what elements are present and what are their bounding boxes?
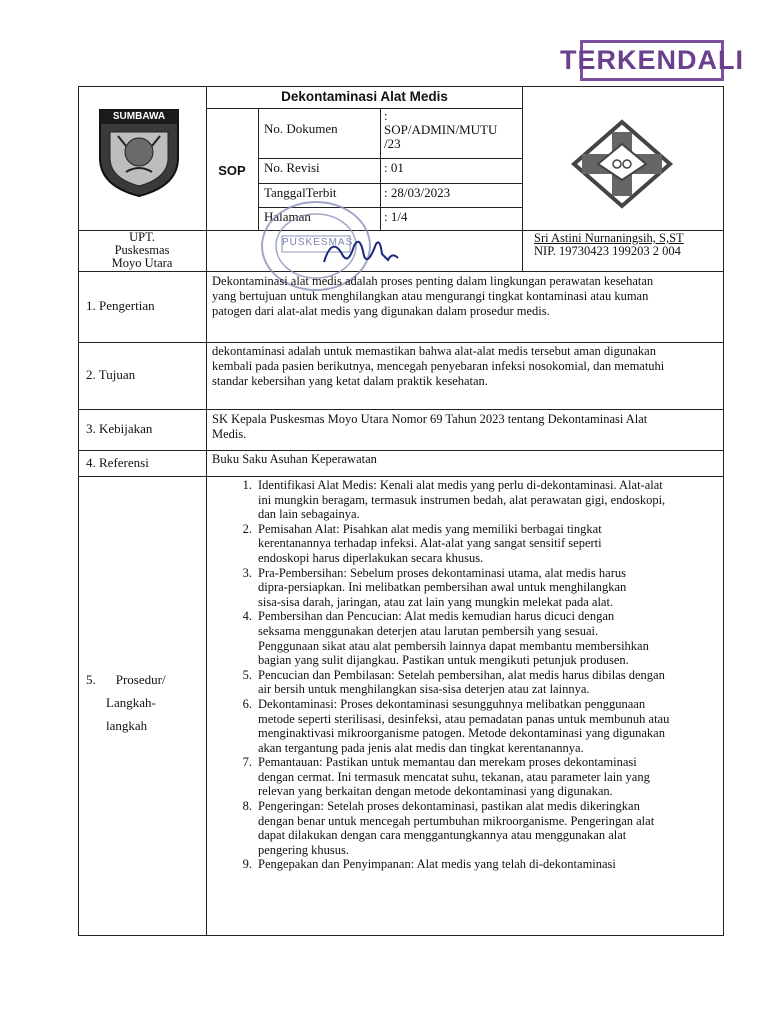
meta-label-no-revisi: No. Revisi	[264, 160, 320, 175]
section-label-pengertian: 1. Pengertian	[86, 298, 155, 313]
org-line: Moyo Utara	[111, 256, 173, 270]
stamp-text: PUSKESMAS	[282, 237, 354, 248]
step-number: 4.	[242, 609, 252, 624]
step-number: 3.	[242, 565, 252, 580]
step-line: dengan cermat. Ini termasuk mencatat suhu, tekanan, atau parameter lain yang	[258, 769, 650, 784]
step-line: dipra-persiapkan. Ini melibatkan pembersihan awal untuk menghilangkan	[258, 580, 627, 595]
step-line: akan tergantung pada jenis alat medis dan tingkat kerentanannya.	[258, 740, 584, 755]
divider	[380, 108, 381, 230]
org-line: Puskesmas	[114, 243, 170, 257]
meta-label-tanggal-terbit: TanggalTerbit	[264, 185, 337, 200]
step-line: bagian yang sulit dijangkau. Pastikan untuk mengikuti petunjuk produsen.	[258, 653, 629, 668]
divider	[206, 86, 207, 936]
section-label-kebijakan: 3. Kebijakan	[86, 421, 153, 436]
divider	[522, 86, 523, 271]
step-number: 6.	[242, 696, 252, 711]
health-cross-icon	[570, 118, 674, 210]
step-line: endoskopi harus diperlakukan secara khusus.	[258, 550, 484, 565]
meta-value-colon: :	[384, 108, 388, 123]
section-label-referensi: 4. Referensi	[86, 455, 149, 470]
list-item	[232, 799, 714, 857]
text-line: patogen dari alat-alat medis yang digunakan dalam prosedur medis.	[212, 304, 550, 318]
divider	[258, 158, 523, 159]
meta-value-no-dokumen	[384, 109, 497, 151]
meta-value-line: SOP/ADMIN/MUTU	[384, 122, 498, 137]
text-line: Dekontaminasi alat medis adalah proses penting dalam lingkungan perawatan kesehatan	[212, 274, 654, 288]
step-line: Dekontaminasi: Proses dekontaminasi sesungguhnya melibatkan penggunaan	[258, 696, 646, 711]
meta-value-no-revisi: : 01	[384, 160, 404, 175]
meta-value-line: /23	[384, 136, 401, 151]
meta-label-halaman: Halaman	[264, 209, 311, 224]
meta-label-no-dokumen: No. Dokumen	[264, 121, 338, 136]
step-number: 7.	[242, 755, 252, 770]
referensi-text: Buku Saku Asuhan Keperawatan	[212, 452, 377, 466]
signatory	[534, 232, 684, 258]
list-item	[232, 857, 714, 872]
step-number: 2.	[242, 521, 252, 536]
divider	[78, 476, 724, 477]
step-number: 5.	[242, 667, 252, 682]
step-number: 8.	[242, 799, 252, 814]
organization-name	[78, 231, 206, 270]
signatory-name: Sri Astini Nurnaningsih, S,ST	[534, 231, 684, 245]
text-line: dekontaminasi adalah untuk memastikan bahwa alat-alat medis tersebut aman digunakan	[212, 344, 656, 358]
signature	[318, 232, 402, 272]
step-line: Pra-Pembersihan: Sebelum proses dekontaminasi utama, alat medis harus	[258, 565, 626, 580]
meta-value-halaman: : 1/4	[384, 209, 408, 224]
step-line: Pencucian dan Pembilasan: Setelah pembersihan, alat medis harus dibilas dengan	[258, 667, 665, 682]
step-line: menginaktivasi mikroorganisme patogen. Metode dekontaminasi yang digunakan	[258, 726, 665, 741]
step-line: Identifikasi Alat Medis: Kenali alat medis yang perlu di-dekontaminasi. Alat-alat	[258, 478, 663, 492]
text-line: kembali pada pasien berikutnya, mencegah penyebaran infeksi nosokomial, dan mematuhi	[212, 359, 665, 373]
text-line: SK Kepala Puskesmas Moyo Utara Nomor 69 Tahun 2023 tentang Dekontaminasi Alat	[212, 412, 648, 426]
step-line: air bersih untuk menghilangkan sisa-sisa deterjen atau zat lainnya.	[258, 682, 590, 697]
text-line: Medis.	[212, 427, 247, 441]
puskesmas-logo	[570, 118, 674, 210]
step-line: Pengeringan: Setelah proses dekontaminasi, pastikan alat medis dikeringkan	[258, 799, 640, 814]
list-item	[232, 609, 714, 667]
signatory-nip: NIP. 19730423 199203 2 004	[534, 244, 681, 258]
list-item	[232, 755, 714, 799]
list-item	[232, 478, 714, 522]
list-item	[232, 668, 714, 697]
logo-caption: SUMBAWA	[112, 111, 166, 122]
section-label-prosedur	[86, 668, 166, 737]
step-line: Penggunaan sikat atau alat pembersih lainnya dapat membantu membersihkan	[258, 638, 649, 653]
step-line: pengering khusus.	[258, 842, 349, 857]
section-label-tujuan: 2. Tujuan	[86, 367, 136, 382]
org-line: UPT.	[129, 230, 155, 244]
step-line: Pemisahan Alat: Pisahkan alat medis yang memiliki berbagai tingkat	[258, 521, 602, 536]
step-number: 9.	[242, 857, 252, 872]
text-line: standar kebersihan yang ketat dalam praktik kesehatan.	[212, 374, 488, 388]
prosedur-label-line: langkah	[106, 718, 148, 733]
procedure-steps	[232, 478, 714, 872]
step-number: 1.	[242, 478, 252, 492]
step-line: dan lain sebagainya.	[258, 507, 360, 522]
pengertian-text	[212, 274, 718, 319]
meta-value-tanggal-terbit: : 28/03/2023	[384, 185, 451, 200]
document-title: Dekontaminasi Alat Medis	[281, 89, 448, 104]
step-line: metode seperti sterilisasi, desinfeksi, atau pemadatan panas untuk membunuh atau	[258, 711, 670, 726]
step-line: Pembersihan dan Pencucian: Alat medis kemudian harus dicuci dengan	[258, 609, 615, 624]
text-line: yang bertujuan untuk menghilangkan atau mengurangi tingkat kontaminasi atau kuman	[212, 289, 649, 303]
step-line: ini mungkin beragam, termasuk instrumen bedah, alat perawatan gigi, endoskopi,	[258, 492, 666, 507]
step-line: kerentanannya terhadap infeksi. Alat-alat yang sangat sensitif seperti	[258, 536, 602, 551]
step-line: Pengepakan dan Penyimpanan: Alat medis yang telah di-dekontaminasi	[258, 857, 616, 872]
step-line: dengan benar untuk mencegah pertumbuhan mikroorganisme. Pengeringan alat	[258, 813, 655, 828]
prosedur-label-line: Langkah-	[106, 695, 156, 710]
step-line: seksama menggunakan deterjen atau larutan pembersih yang sesuai.	[258, 623, 599, 638]
signature-icon	[318, 232, 402, 272]
list-item	[232, 566, 714, 610]
list-item	[232, 522, 714, 566]
prosedur-label-line: Prosedur/	[115, 672, 166, 687]
divider	[258, 183, 523, 184]
sumbawa-crest-logo	[96, 106, 182, 198]
step-line: relevan yang berkaitan dengan metode dekontaminasi yang digunakan.	[258, 784, 613, 799]
list-item	[232, 697, 714, 755]
sop-label: SOP	[218, 163, 246, 178]
divider	[78, 409, 724, 410]
tujuan-text	[212, 344, 718, 389]
divider	[78, 342, 724, 343]
prosedur-number: 5.	[86, 672, 96, 687]
divider	[78, 450, 724, 451]
step-line: dapat dilakukan dengan cara menggantungkannya atau menggunakan alat	[258, 828, 627, 843]
step-line: sisa-sisa darah, jaringan, atau zat lain yang mungkin melekat pada alat.	[258, 594, 614, 609]
step-line: Pemantauan: Pastikan untuk memantau dan merekam proses dekontaminasi	[258, 755, 637, 770]
kebijakan-text	[212, 412, 718, 442]
terkendali-stamp: TERKENDALI	[580, 40, 724, 81]
